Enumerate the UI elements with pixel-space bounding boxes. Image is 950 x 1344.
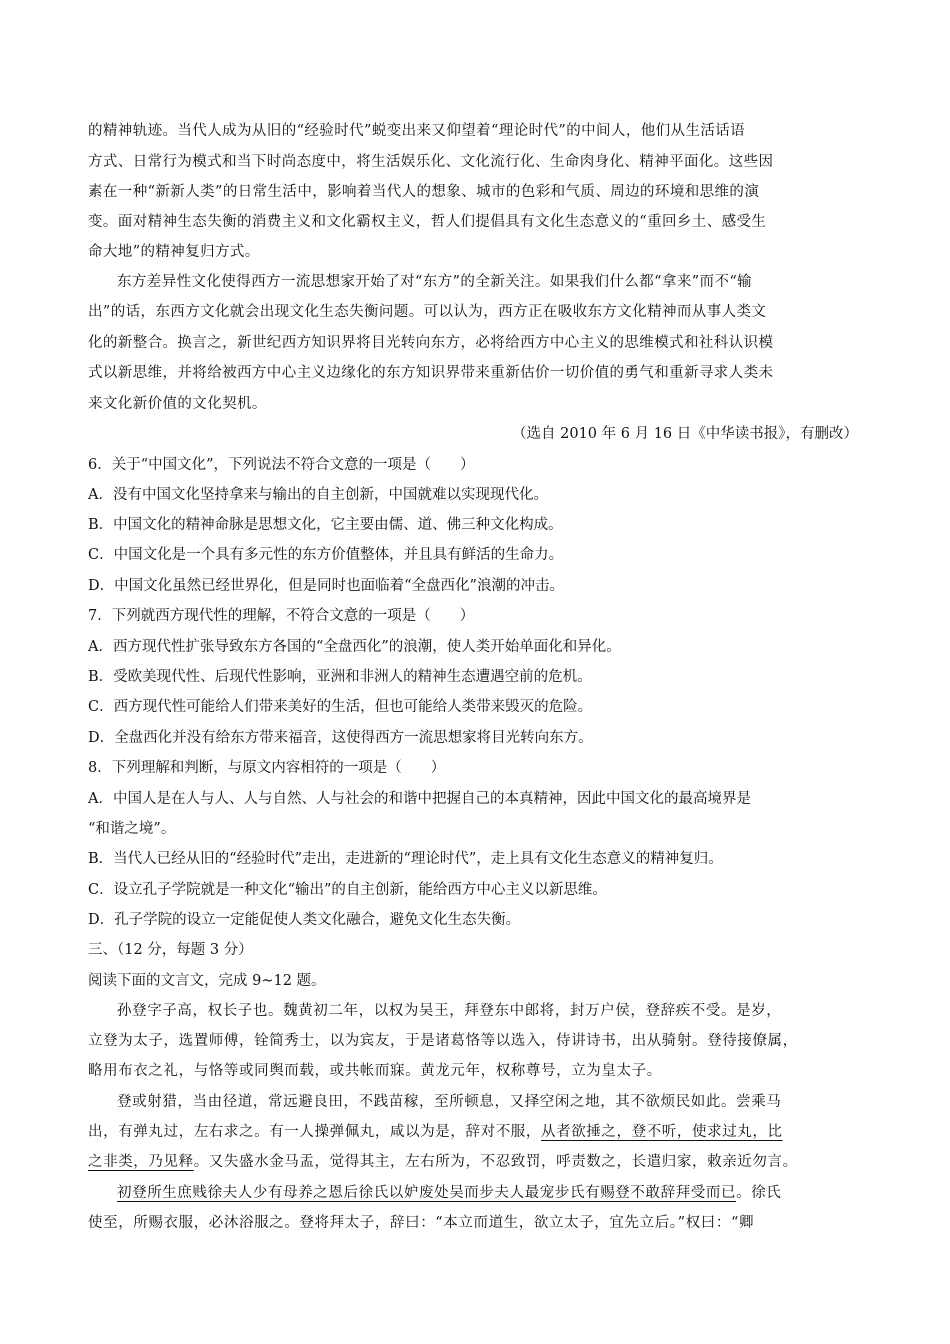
section-heading: 三、（12 分，每题 3 分） — [88, 942, 253, 958]
classical-line: 略用布衣之礼，与恪等或同舆而载，或共帐而寐。黄龙元年，权称尊号，立为皇太子。 — [88, 1063, 662, 1079]
passage-line: 来文化新价值的文化契机。 — [88, 396, 267, 412]
classical-text: 。又失盛水金马盂，觉得其主，左右所为，不忍致罚，呼责数之，长遣归家，敕亲近勿言。 — [193, 1154, 798, 1170]
underlined-sentence: 初登所生庶贱徐夫人少有母养之恩后徐氏以妒废处吴而步夫人最宠步氏有赐登不敢辞拜受而已 — [117, 1185, 737, 1201]
underlined-sentence: 之非类，乃见释 — [88, 1154, 194, 1170]
question-8-option-c: C．设立孔子学院就是一种文化“输出”的自主创新，能给西方中心主义以新思维。 — [88, 882, 607, 898]
question-8-option-a-cont: “和谐之境”。 — [88, 821, 176, 837]
passage-line: 命大地”的精神复归方式。 — [88, 244, 260, 260]
classical-line — [88, 1123, 783, 1141]
question-7-option-a: A．西方现代性扩张导致东方各国的“全盘西化”的浪潮，使人类开始单面化和异化。 — [88, 639, 621, 655]
question-6-option-a: A．没有中国文化坚持拿来与输出的自主创新，中国就难以实现现代化。 — [88, 487, 548, 503]
question-7-option-b: B．受欧美现代性、后现代性影响，亚洲和非洲人的精神生态遭遇空前的危机。 — [88, 669, 592, 685]
question-6-stem: 6．关于“中国文化”，下列说法不符合文意的一项是（ ） — [88, 457, 475, 473]
question-6-option-b: B．中国文化的精神命脉是思想文化，它主要由儒、道、佛三种文化构成。 — [88, 517, 563, 533]
passage-line: 东方差异性文化使得西方一流思想家开始了对“东方”的全新关注。如果我们什么都“拿来”而不“输 — [117, 274, 753, 290]
question-8-option-d: D．孔子学院的设立一定能促使人类文化融合，避免文化生态失衡。 — [88, 912, 521, 928]
passage-line: 的精神轨迹。当代人成为从旧的“经验时代”蜕变出来又仰望着“理论时代”的中间人，他们从生活话语 — [88, 123, 746, 139]
question-8-option-a: A．中国人是在人与人、人与自然、人与社会的和谐中把握自己的本真精神，因此中国文化的最高境界是 — [88, 791, 751, 807]
classical-line: 立登为太子，选置师傅，铨简秀士，以为宾友，于是诸葛恪等以选入，侍讲诗书，出从骑射。登待接僚属， — [88, 1033, 798, 1049]
question-7-option-d: D．全盘西化并没有给东方带来福音，这使得西方一流思想家将目光转向东方。 — [88, 730, 593, 746]
passage-line: 出”的话，东西方文化就会出现文化生态失衡问题。可以认为，西方正在吸收东方文化精神而从事人类文 — [88, 304, 767, 320]
classical-text: 出，有弹丸过，左右求之。有一人操弹佩丸，咸以为是，辞对不服， — [88, 1124, 541, 1140]
classical-line — [88, 1153, 798, 1171]
passage-line: 方式、日常行为模式和当下时尚态度中，将生活娱乐化、文化流行化、生命肉身化、精神平面化。这些因 — [88, 154, 774, 170]
passage-line: 变。面对精神生态失衡的消费主义和文化霸权主义，哲人们提倡具有文化生态意义的“重回乡土、感受生 — [88, 214, 767, 230]
question-6-option-d: D．中国文化虽然已经世界化，但是同时也面临着“全盘西化”浪潮的冲击。 — [88, 578, 564, 594]
classical-line: 使至，所赐衣服，必沐浴服之。登将拜太子，辞曰：“本立而道生，欲立太子，宜先立后。”权曰：“卿 — [88, 1215, 755, 1231]
section-instruction: 阅读下面的文言文，完成 9~12 题。 — [88, 973, 326, 989]
classical-text: 。徐氏 — [736, 1185, 782, 1201]
passage-line: 化的新整合。换言之，新世纪西方知识界将目光转向东方，必将给西方中心主义的思维模式和社科认识模 — [88, 335, 774, 351]
passage-line: 素在一种“新新人类”的日常生活中，影响着当代人的想象、城市的色彩和气质、周边的环境和思维的演 — [88, 184, 760, 200]
question-7-option-c: C．西方现代性可能给人们带来美好的生活，但也可能给人类带来毁灭的危险。 — [88, 699, 593, 715]
underlined-sentence: 从者欲捶之，登不听，使求过丸，比 — [541, 1124, 783, 1140]
source-citation: （选自 2010 年 6 月 16 日《中华读书报》，有删改） — [512, 426, 858, 442]
classical-line: 孙登字子高，权长子也。魏黄初二年，以权为吴王，拜登东中郎将，封万户侯，登辞疾不受。是岁， — [117, 1003, 782, 1019]
passage-line: 式以新思维，并将给被西方中心主义边缘化的东方知识界带来重新估价一切价值的勇气和重新寻求人类未 — [88, 365, 774, 381]
question-8-option-b: B．当代人已经从旧的“经验时代”走出，走进新的“理论时代”，走上具有文化生态意义的精神复归。 — [88, 851, 723, 867]
question-7-stem: 7．下列就西方现代性的理解，不符合文意的一项是（ ） — [88, 608, 475, 624]
classical-line — [117, 1184, 781, 1202]
question-8-stem: 8．下列理解和判断，与原文内容相符的一项是（ ） — [88, 760, 446, 776]
question-6-option-c: C．中国文化是一个具有多元性的东方价值整体，并且具有鲜活的生命力。 — [88, 547, 564, 563]
classical-line: 登或射猎，当由径道，常远避良田，不践苗稼，至所顿息，又择空闲之地，其不欲烦民如此。尝乘马 — [117, 1094, 782, 1110]
